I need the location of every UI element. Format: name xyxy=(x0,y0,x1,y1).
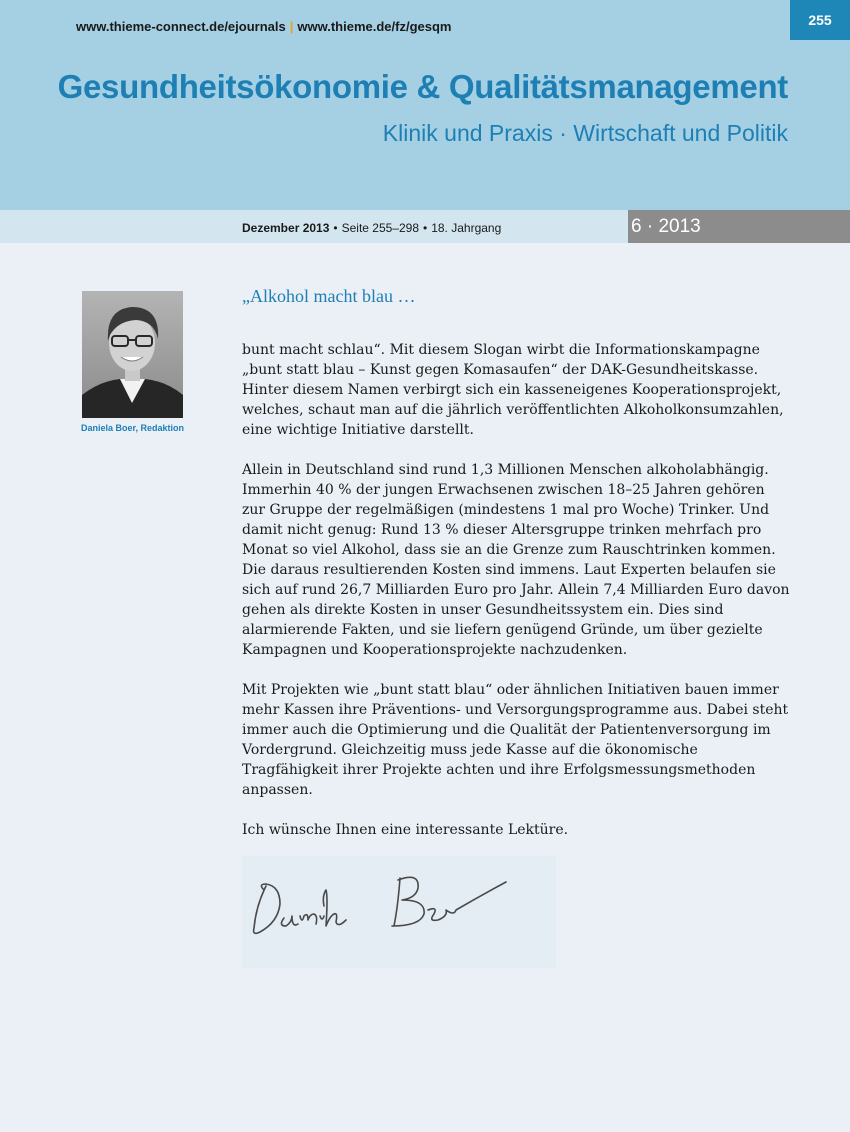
ejournals-link[interactable]: www.thieme-connect.de/ejournals xyxy=(76,19,286,34)
issue-volume: 18. Jahrgang xyxy=(431,221,502,235)
issue-date: Dezember 2013 xyxy=(242,221,330,235)
journal-title: Gesundheitsökonomie & Qualitätsmanagement xyxy=(57,68,788,105)
author-photo xyxy=(82,291,183,418)
issue-info xyxy=(242,221,501,235)
paragraph: Mit Projekten wie „bunt statt blau“ oder ähnlichen Initiativen bauen immer mehr Kassen ihre Präventions- und Versorgungsprogramme aus. Dabei steht immer auch die Optimierung und die Qualität der Patientenversorgung im Vordergrund. Gleichzeitig muss jede Kasse auf die ökonomische Tragfähigkeit ihrer Projekte achten und ihre Erfolgsmessungsmethoden anpassen. xyxy=(242,682,789,798)
photo-caption: Daniela Boer, Redaktion xyxy=(81,423,185,433)
issue-label: 6 · 2013 xyxy=(628,210,850,243)
page-number: 255 xyxy=(790,0,850,40)
issue-separator: • xyxy=(333,221,338,235)
editorial-body xyxy=(242,340,790,900)
journal-urls xyxy=(76,19,451,34)
issue-pages: Seite 255–298 xyxy=(341,221,419,235)
paragraph: Allein in Deutschland sind rund 1,3 Millionen Menschen alkoholabhängig. Immerhin 40 % der jungen Erwachsenen zwischen 18–25 Jahren gehören zur Gruppe der regelmäßigen (mindestens 1 mal pro Woche) Trinker. Und damit nicht genug: Rund 13 % dieser Altersgruppe trinken mehrfach pro Monat so viel Alkohol, dass sie an die Grenze zum Rauschtrinken kommen. Die daraus resultierenden Kosten sind immens. Laut Experten belaufen sie sich auf rund 26,7 Milliarden Euro pro Jahr. Allein 7,4 Milliarden Euro davon gehen als direkte Kosten in unser Gesundheitssystem ein. Dies sind alarmierende Fakten, und sie liefern genügend Gründe, um über gezielte Kampagnen und Kooperationsprojekte nachzudenken. xyxy=(242,462,790,658)
paragraph: Ich wünsche Ihnen eine interessante Lektüre. xyxy=(242,822,569,838)
gesqm-link[interactable]: www.thieme.de/fz/gesqm xyxy=(297,19,452,34)
author-portrait-image xyxy=(82,291,183,418)
issue-separator: • xyxy=(423,221,428,235)
handwritten-signature xyxy=(242,856,556,968)
journal-subtitle: Klinik und Praxis · Wirtschaft und Politik xyxy=(382,120,788,146)
url-separator: | xyxy=(289,19,294,34)
paragraph: bunt macht schlau“. Mit diesem Slogan wirbt die Informationskampagne „bunt statt blau – Kunst gegen Komasaufen“ der DAK-Gesundheitskasse. Hinter diesem Namen verbirgt sich ein kasseneigenes Kooperationsprojekt, welches, schaut man auf die jährlich veröffentlichten Alkoholkonsumzahlen, eine wichtige Initiative darstellt. xyxy=(242,342,784,438)
signature-image xyxy=(242,856,556,968)
editorial-headline: „Alkohol macht blau … xyxy=(242,286,416,306)
journal-header xyxy=(0,0,850,210)
